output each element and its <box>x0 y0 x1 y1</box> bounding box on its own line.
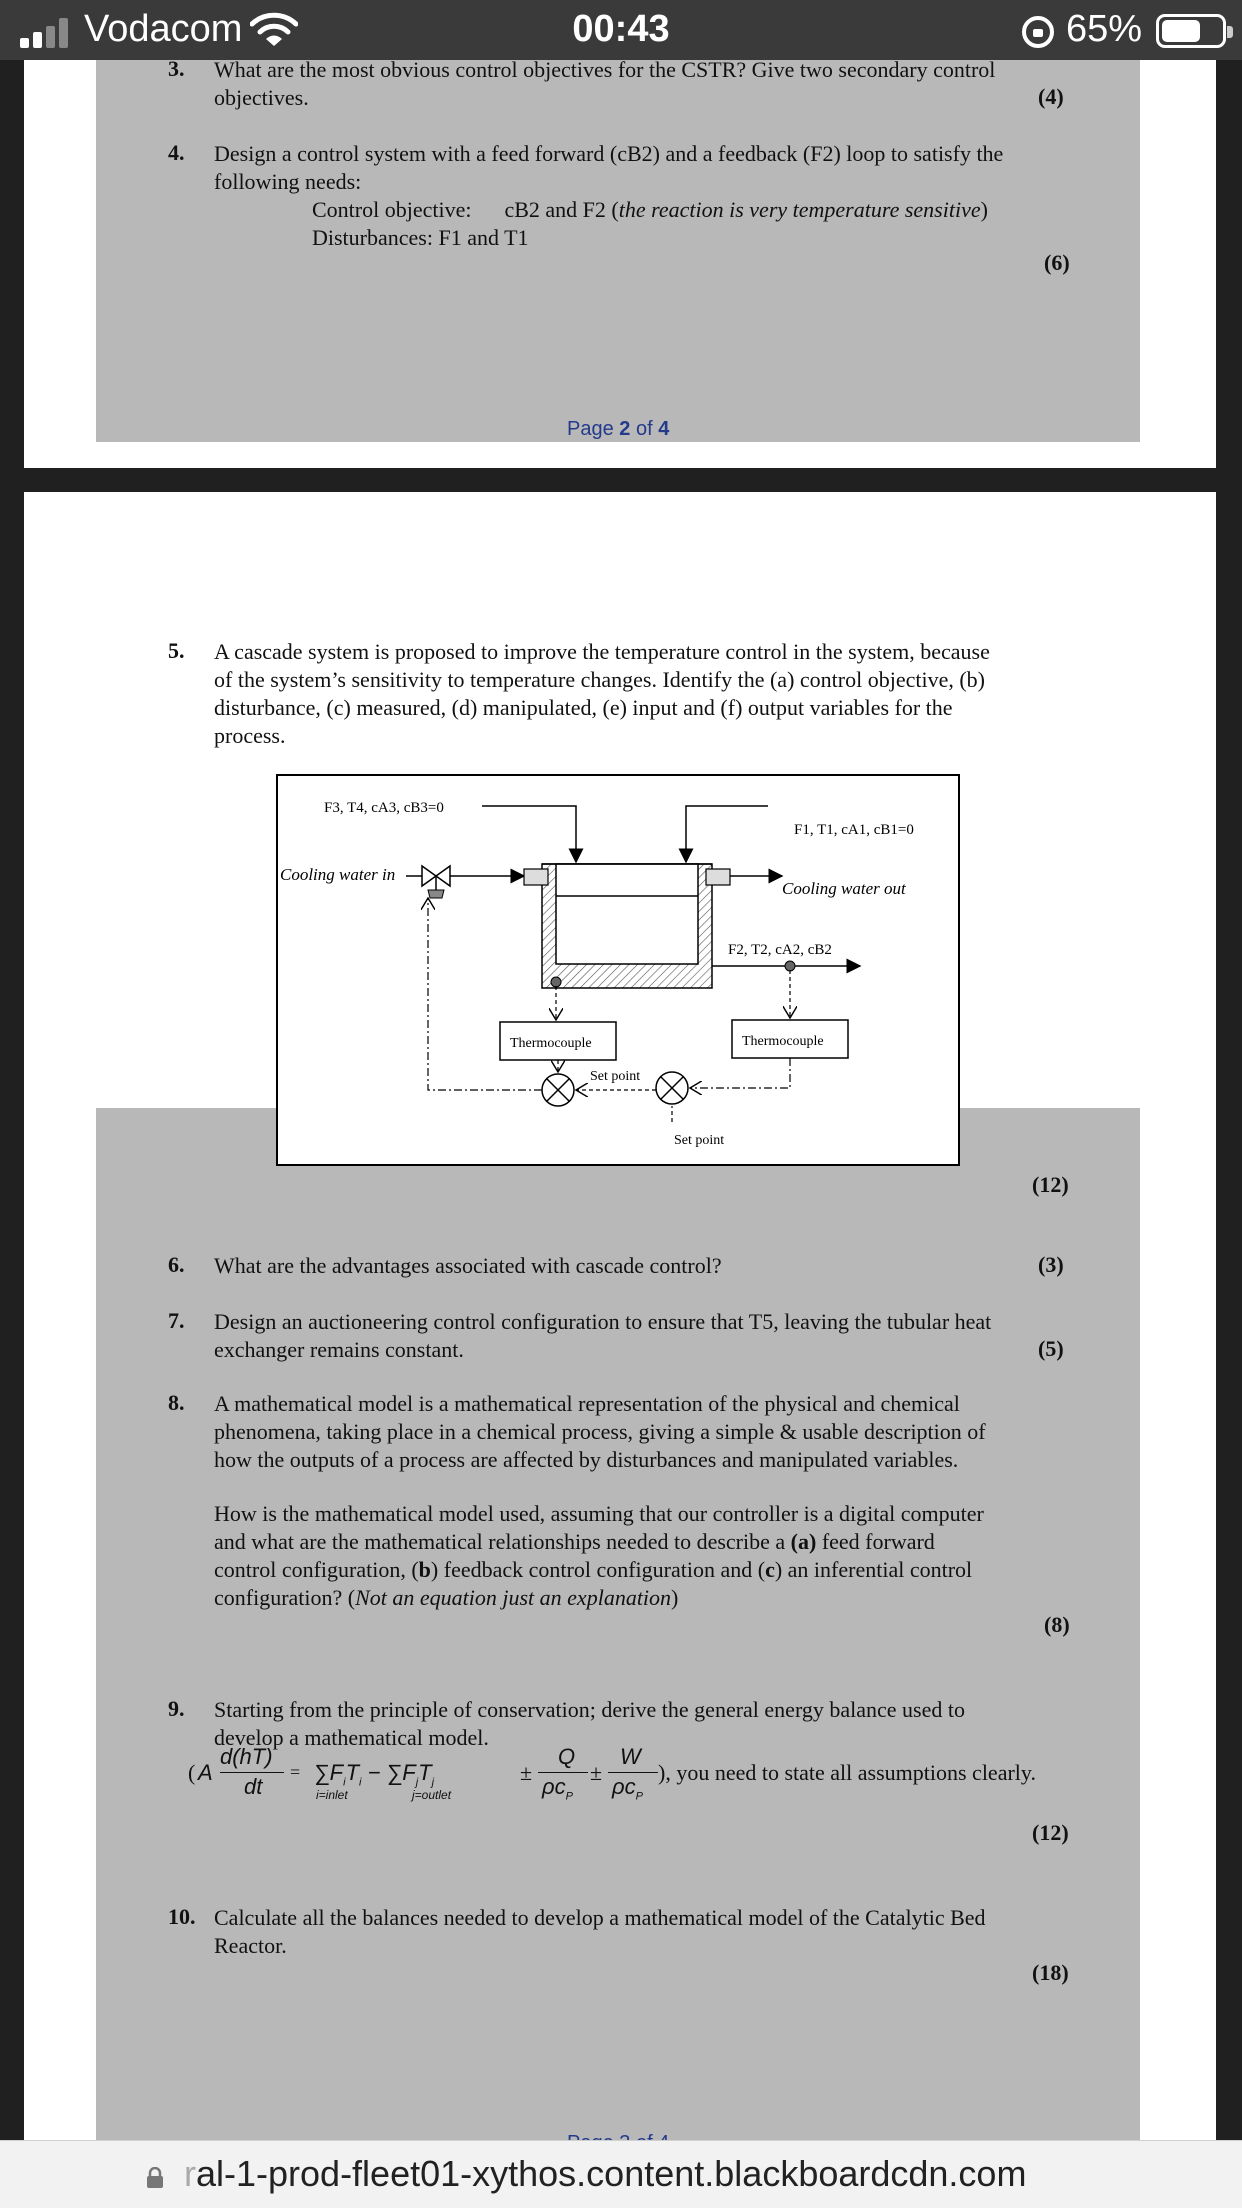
q5-text: A cascade system is proposed to improve the temperature control in the system, because of the system’s sensitivity to temperature changes. Identify the (a) control objective, (b) disturbance, (c) measured, (d) manipulated, (e) input and (f) output variables for the process. <box>214 639 990 748</box>
status-bar <box>0 0 1242 60</box>
feed3-label: F3, T4, cA3, cB3=0 <box>324 800 444 816</box>
feed1-label: F1, T1, cA1, cB1=0 <box>794 822 914 838</box>
page-label: Page 2 of 4 <box>567 418 670 440</box>
q9-text: Starting from the principle of conservation; derive the general energy balance used to develop a mathematical model. <box>214 1697 965 1750</box>
q4-number: 4. <box>168 140 185 165</box>
q10-marks: (18) <box>1032 1960 1069 1985</box>
rotation-lock-icon <box>1022 16 1054 48</box>
outlet-label: F2, T2, cA2, cB2 <box>728 942 832 958</box>
url-text[interactable]: ral-1-prod-fleet01-xythos.content.blackboardcdn.com <box>184 2153 1027 2194</box>
pdf-page-2 <box>24 60 1216 468</box>
q4-disturbances: Disturbances: F1 and T1 <box>312 225 529 250</box>
q8-marks: (8) <box>1044 1612 1070 1637</box>
padlock-icon <box>144 2167 166 2189</box>
cooling-in-label: Cooling water in <box>280 865 396 884</box>
reactor-vessel <box>556 864 698 964</box>
battery-icon <box>1156 14 1226 48</box>
q7-number: 7. <box>168 1308 185 1333</box>
carrier-name: Vodacom <box>84 8 243 50</box>
battery-fill <box>1162 20 1200 42</box>
q8-number: 8. <box>168 1390 185 1415</box>
q7-marks: (5) <box>1038 1336 1064 1361</box>
q4-objective: Control objective: cB2 and F2 (the reaction is very temperature sensitive) <box>312 197 988 222</box>
cascade-control-diagram <box>276 774 960 1166</box>
q8-para2: How is the mathematical model used, assuming that our controller is a digital computer and what are the mathematical relationships needed to describe a (a) feed forward control configuration, (b) feedback control configuration and (c) an inferential control configuration? (Not an equation just an explanation) <box>214 1501 984 1610</box>
q4-text: Design a control system with a feed forward (cB2) and a feedback (F2) loop to satisfy the following needs: <box>214 141 1004 194</box>
address-bar[interactable] <box>0 2140 1242 2208</box>
pdf-page-3 <box>24 492 1216 2208</box>
set-point-outer-label: Set point <box>674 1133 725 1148</box>
q5-marks: (12) <box>1032 1172 1069 1197</box>
set-point-inner-label: Set point <box>590 1069 641 1084</box>
q3-text: What are the most obvious control objectives for the CSTR? Give two secondary control objectives. <box>214 60 996 110</box>
battery-percent: 65% <box>1066 8 1143 50</box>
q10-number: 10. <box>168 1904 196 1929</box>
thermocouple-right-label: Thermocouple <box>742 1034 824 1049</box>
q6-number: 6. <box>168 1252 185 1277</box>
q3-marks: (4) <box>1038 84 1064 109</box>
q3-number: 3. <box>168 60 185 81</box>
q6-text: What are the advantages associated with cascade control? <box>214 1253 722 1278</box>
q5-number: 5. <box>168 638 185 663</box>
q9-marks: (12) <box>1032 1820 1069 1845</box>
q7-text: Design an auctioneering control configuration to ensure that T5, leaving the tubular heat exchanger remains constant. <box>214 1309 992 1362</box>
q10-text: Calculate all the balances needed to develop a mathematical model of the Catalytic Bed Reactor. <box>214 1905 986 1958</box>
energy-balance-equation: ( A d(hT) dt = $\sum F_iT_i - \sum F_jT_j$ ± Q $\rho c_P$ ± W $\rho c_P$ i=inlet j=outlet ), you need to state all assumptions clearly. <box>188 1744 1036 1803</box>
cooling-out-label: Cooling water out <box>782 879 906 898</box>
clock: 00:43 <box>572 8 670 50</box>
thermocouple-left-label: Thermocouple <box>510 1036 592 1051</box>
q4-marks: (6) <box>1044 250 1070 275</box>
q6-marks: (3) <box>1038 1252 1064 1277</box>
q9-number: 9. <box>168 1696 185 1721</box>
watermark-band <box>96 60 1140 442</box>
q8-para1: A mathematical model is a mathematical representation of the physical and chemical phenomena, taking place in a chemical process, giving a simple & usable description of how the outputs of a process are affected by disturbances and manipulated variables. <box>214 1391 986 1472</box>
